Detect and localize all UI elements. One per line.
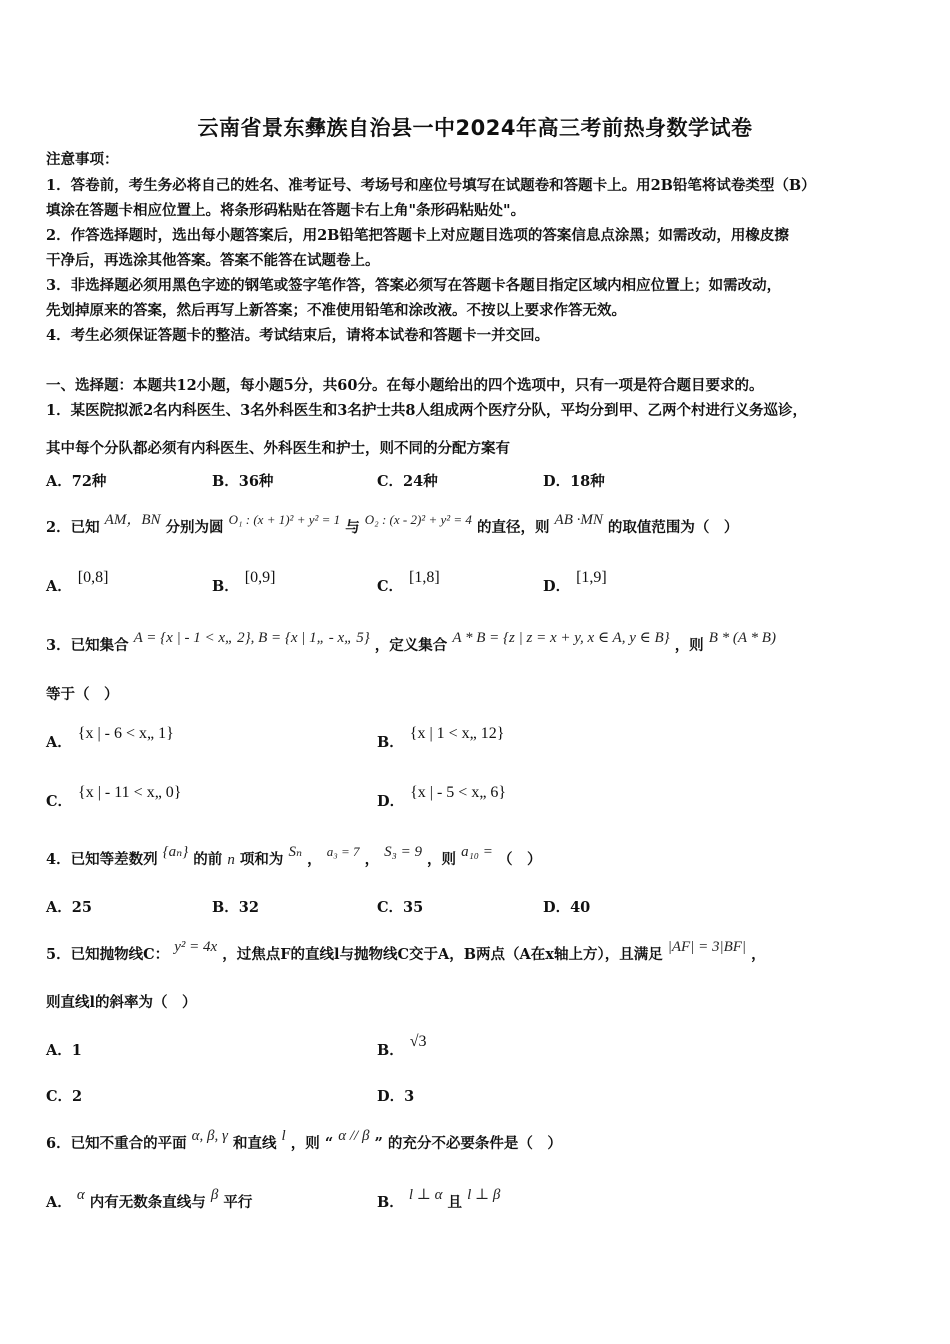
q5-line-2: 则直线l的斜率为（ ） bbox=[46, 994, 197, 1011]
q4-text-1: 4．已知等差数列 bbox=[46, 851, 158, 868]
q4-text-7: （ ） bbox=[497, 851, 542, 868]
q3-math-sets: A = {x | - 1 < x„ 2}, B = {x | 1„ - x„ 5} bbox=[133, 630, 370, 646]
exam-title: 云南省景东彝族自治县一中2024年高三考前热身数学试卷 bbox=[197, 116, 753, 140]
q5-math-ratio: |AF| = 3|BF| bbox=[667, 939, 747, 955]
q6-option-a-alpha: α bbox=[76, 1187, 85, 1203]
q2-text-2: 分别为圆 bbox=[165, 519, 224, 536]
notice-line-6: 先划掉原来的答案，然后再写上新答案；不准使用铅笔和涂改液。不按以上要求作答无效。 bbox=[46, 302, 626, 319]
q2-option-c-label: C． bbox=[377, 578, 404, 595]
q3-line-2: 等于（ ） bbox=[46, 686, 119, 703]
q2-option-d-label: D． bbox=[543, 578, 571, 595]
q2-option-a-label: A． bbox=[46, 578, 72, 595]
q6-math-parallel: α // β bbox=[338, 1128, 370, 1144]
q2-text-1: 2．已知 bbox=[46, 519, 100, 536]
q3-option-b-value: {x | 1 < x„ 12} bbox=[409, 725, 505, 742]
q6-text-2: 和直线 bbox=[232, 1135, 277, 1152]
q4-math-sequence: {aₙ} bbox=[162, 844, 189, 860]
q6-text-1: 6．已知不重合的平面 bbox=[46, 1135, 187, 1152]
q3-option-a-value: {x | - 6 < x„ 1} bbox=[77, 725, 174, 742]
q6-option-a-label: A． bbox=[46, 1194, 72, 1211]
q6-option-b-perp-1: l ⊥ α bbox=[408, 1187, 443, 1203]
q5-option-d-value: 3 bbox=[404, 1088, 415, 1105]
q4-math-a3: a₃ = 7 bbox=[326, 844, 360, 859]
q5-text-1: 5．已知抛物线C： bbox=[46, 946, 170, 963]
q1-option-c: C．24种 bbox=[377, 473, 438, 490]
q2-option-c bbox=[377, 569, 440, 597]
q6-option-a-text-2: 平行 bbox=[223, 1194, 253, 1211]
q2-option-a-value: [0,8] bbox=[77, 569, 109, 586]
q5-option-c-value: 2 bbox=[72, 1088, 83, 1105]
q1-line-1: 1．某医院拟派2名内科医生、3名外科医生和3名护士共8人组成两个医疗分队，平均分到甲、乙两个村进行义务巡诊， bbox=[46, 402, 807, 419]
q4-math-n: n bbox=[227, 852, 235, 868]
q3-option-d-label: D． bbox=[377, 793, 405, 810]
q2-option-b bbox=[212, 569, 276, 597]
q2-option-d bbox=[543, 569, 607, 597]
q2-math-vectors: AM，BN bbox=[104, 512, 161, 528]
q2-math-dot-product: AB ·MN bbox=[554, 512, 603, 528]
q6-math-line: l bbox=[281, 1128, 286, 1144]
q6-option-b-perp-2: l ⊥ β bbox=[467, 1187, 501, 1203]
q6-option-b bbox=[377, 1187, 501, 1213]
q6-text-4: ” 的充分不必要条件是（ ） bbox=[374, 1135, 562, 1152]
notice-line-7: 4．考生必须保证答题卡的整洁。考试结束后，请将本试卷和答题卡一并交回。 bbox=[46, 327, 550, 344]
q5-option-d-label: D． bbox=[377, 1088, 405, 1105]
q2-text-4: 的直径，则 bbox=[476, 519, 550, 536]
q1-option-a: A．72种 bbox=[46, 473, 107, 490]
notice-line-2: 填涂在答题卡相应位置上。将条形码粘贴在答题卡右上角"条形码粘贴处"。 bbox=[46, 202, 526, 219]
q3-text-1: 3．已知集合 bbox=[46, 637, 129, 654]
q2-option-b-label: B． bbox=[212, 578, 239, 595]
notice-line-5: 3．非选择题必须用黑色字迹的钢笔或签字笔作答，答案必须写在答题卡各题目指定区域内相应位置上；如需改动， bbox=[46, 277, 782, 294]
q4-text-3: 项和为 bbox=[239, 851, 284, 868]
q5-option-a-value: 1 bbox=[71, 1042, 82, 1059]
q1-option-d: D．18种 bbox=[543, 473, 605, 490]
q6-option-a bbox=[46, 1187, 253, 1213]
q5-option-b-label: B． bbox=[377, 1042, 404, 1059]
notice-heading: 注意事项： bbox=[46, 151, 119, 168]
q5-option-a-label: A． bbox=[46, 1042, 72, 1059]
q4-text-2: 的前 bbox=[193, 851, 223, 868]
q6-text-3: ，则 “ bbox=[290, 1135, 334, 1152]
q3-option-a bbox=[46, 725, 174, 753]
q3-option-c-value: {x | - 11 < x„ 0} bbox=[78, 784, 182, 801]
q5-text-2: ，过焦点F的直线l与抛物线C交于A，B两点（A在x轴上方），且满足 bbox=[222, 946, 663, 963]
q5-option-b-value: √3 bbox=[409, 1033, 427, 1050]
q4-math-sum: Sₙ bbox=[288, 844, 303, 860]
q5-option-c bbox=[46, 1087, 82, 1107]
q3-math-target: B * (A * B) bbox=[708, 630, 776, 646]
q4-option-b: B．32 bbox=[212, 899, 259, 916]
q3-math-definition: A * B = {z | z = x + y, x ∈ A, y ∈ B} bbox=[452, 630, 670, 646]
q2-option-c-value: [1,8] bbox=[409, 569, 440, 586]
q3-option-a-label: A． bbox=[46, 734, 72, 751]
q3-option-c-label: C． bbox=[46, 793, 73, 810]
q4-math-a10: a₁₀ = bbox=[461, 844, 493, 860]
notice-line-4: 干净后，再选涂其他答案。答案不能答在试题卷上。 bbox=[46, 252, 380, 269]
q4-text-4: ， bbox=[307, 851, 322, 868]
q6-stem bbox=[46, 1128, 562, 1154]
q2-option-d-value: [1,9] bbox=[576, 569, 607, 586]
q5-option-b bbox=[377, 1033, 427, 1061]
q6-option-a-beta: β bbox=[210, 1187, 219, 1203]
q2-text-5: 的取值范围为（ ） bbox=[607, 519, 739, 536]
notice-line-1: 1．答卷前，考生务必将自己的姓名、准考证号、考场号和座位号填写在试题卷和答题卡上。用2B铅笔将试卷类型（B） bbox=[46, 177, 816, 194]
q4-text-5: ， bbox=[364, 851, 380, 868]
q6-option-b-text-1: 且 bbox=[447, 1194, 463, 1211]
q4-math-s3: S₃ = 9 bbox=[384, 844, 422, 860]
q5-math-parabola: y² = 4x bbox=[174, 939, 218, 955]
q3-option-c bbox=[46, 784, 182, 812]
q3-text-3: ，则 bbox=[674, 637, 704, 654]
q4-text-6: ，则 bbox=[427, 851, 457, 868]
q4-option-d: D．40 bbox=[543, 899, 591, 916]
q1-option-b: B．36种 bbox=[212, 473, 274, 490]
q2-text-3: 与 bbox=[345, 519, 360, 536]
q3-option-d-value: {x | - 5 < x„ 6} bbox=[410, 784, 507, 801]
q5-text-3: ， bbox=[751, 946, 766, 963]
q5-stem bbox=[46, 939, 766, 965]
q6-option-b-label: B． bbox=[377, 1194, 404, 1211]
q5-option-a bbox=[46, 1041, 82, 1061]
q5-option-d bbox=[377, 1087, 414, 1107]
q2-stem bbox=[46, 512, 739, 538]
q4-stem bbox=[46, 844, 542, 870]
q3-text-2: ，定义集合 bbox=[374, 637, 448, 654]
q3-stem bbox=[46, 630, 776, 656]
section-heading: 一、选择题：本题共12小题，每小题5分，共60分。在每小题给出的四个选项中，只有一项是符合题目要求的。 bbox=[46, 377, 764, 394]
q4-option-c: C．35 bbox=[377, 899, 424, 916]
q5-option-c-label: C． bbox=[46, 1088, 73, 1105]
q6-math-planes: α, β, γ bbox=[191, 1128, 228, 1144]
q3-option-b bbox=[377, 725, 505, 753]
q6-option-a-text-1: 内有无数条直线与 bbox=[89, 1194, 206, 1211]
q2-math-circle-1: O₁ : (x + 1)² + y² = 1 bbox=[228, 512, 341, 527]
q1-line-2: 其中每个分队都必须有内科医生、外科医生和护士，则不同的分配方案有 bbox=[46, 440, 510, 457]
q2-math-circle-2: O₂ : (x - 2)² + y² = 4 bbox=[364, 512, 472, 527]
notice-line-3: 2．作答选择题时，选出每小题答案后，用2B铅笔把答题卡上对应题目选项的答案信息点涂黑；如需改动，用橡皮擦 bbox=[46, 227, 789, 244]
q4-option-a: A．25 bbox=[46, 899, 92, 916]
q3-option-d bbox=[377, 784, 507, 812]
q3-option-b-label: B． bbox=[377, 734, 404, 751]
q2-option-b-value: [0,9] bbox=[244, 569, 276, 586]
q2-option-a bbox=[46, 569, 109, 597]
